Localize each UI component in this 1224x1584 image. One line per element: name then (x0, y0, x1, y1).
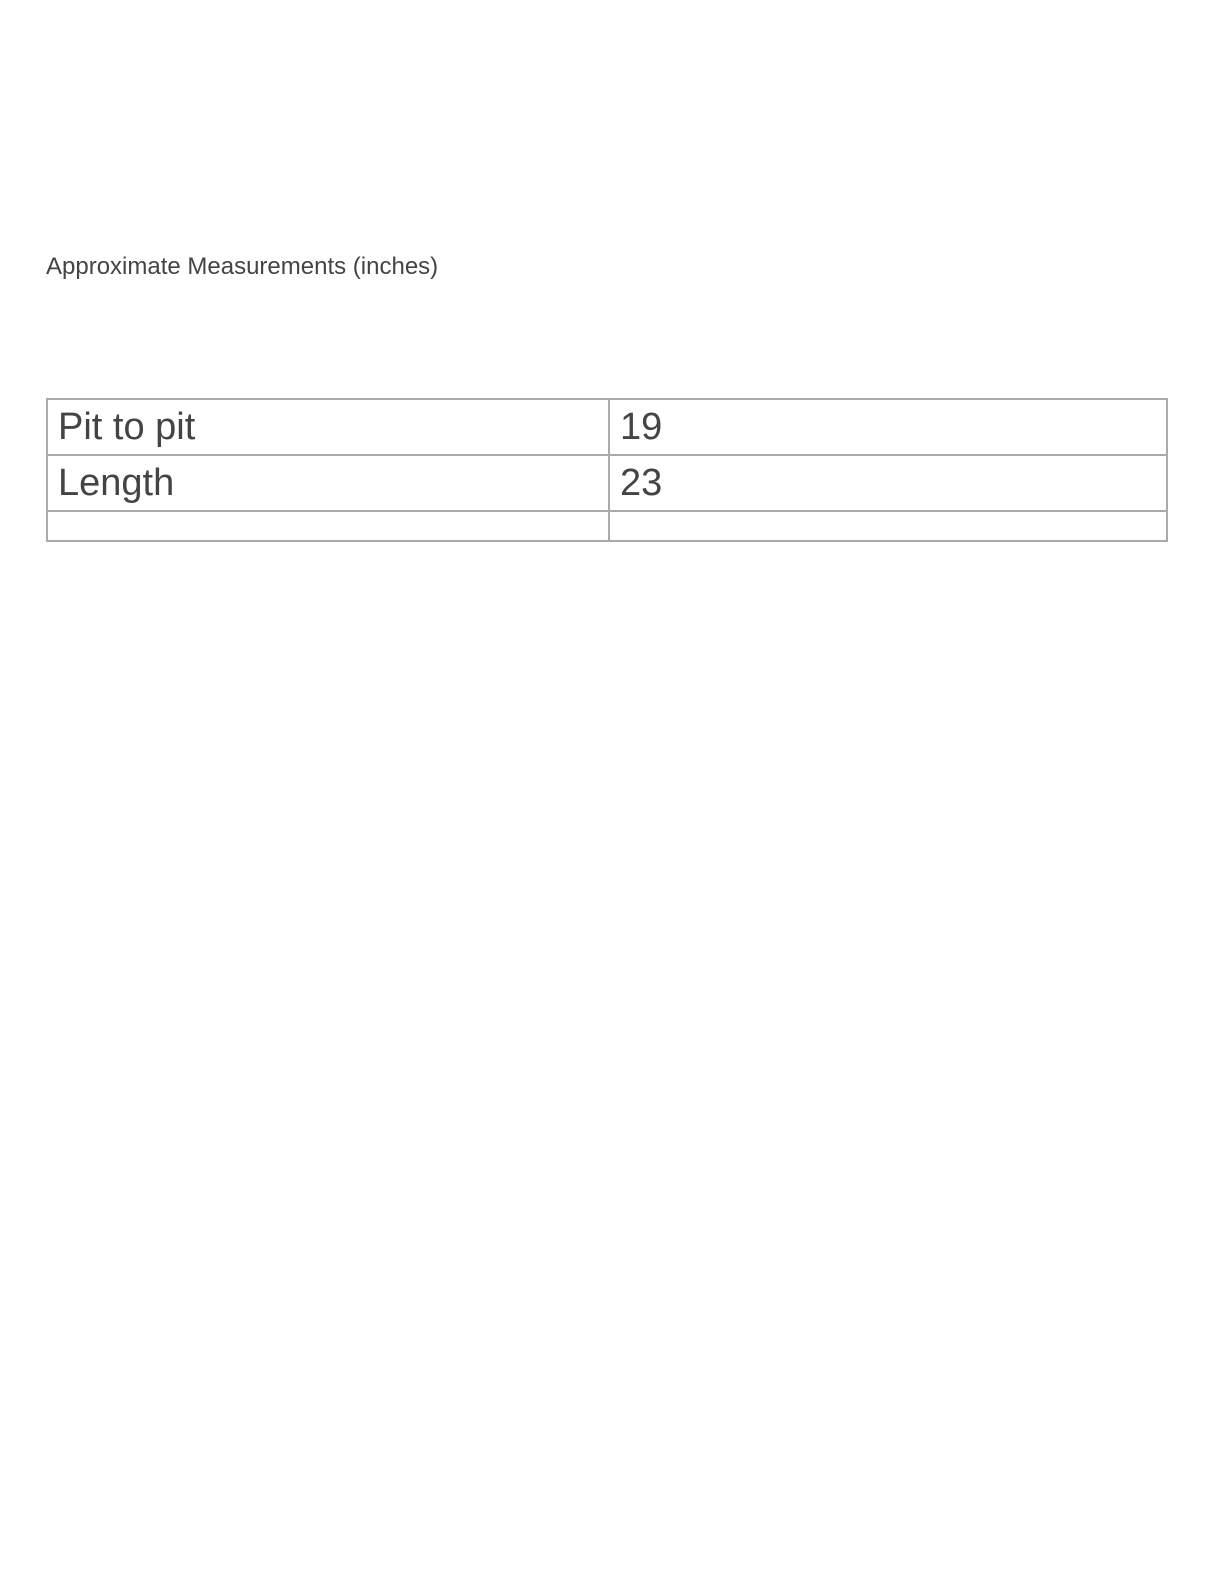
row-value-cell (609, 511, 1167, 541)
row-value-cell: 19 (609, 399, 1167, 455)
document-heading: Approximate Measurements (inches) (46, 253, 439, 280)
row-value-cell: 23 (609, 455, 1167, 511)
table-row (47, 511, 1167, 541)
table-row (47, 399, 1167, 455)
table-row (47, 455, 1167, 511)
measurements-table (46, 398, 1168, 542)
row-label-cell: Length (47, 455, 609, 511)
row-label-cell (47, 511, 609, 541)
row-label-cell: Pit to pit (47, 399, 609, 455)
